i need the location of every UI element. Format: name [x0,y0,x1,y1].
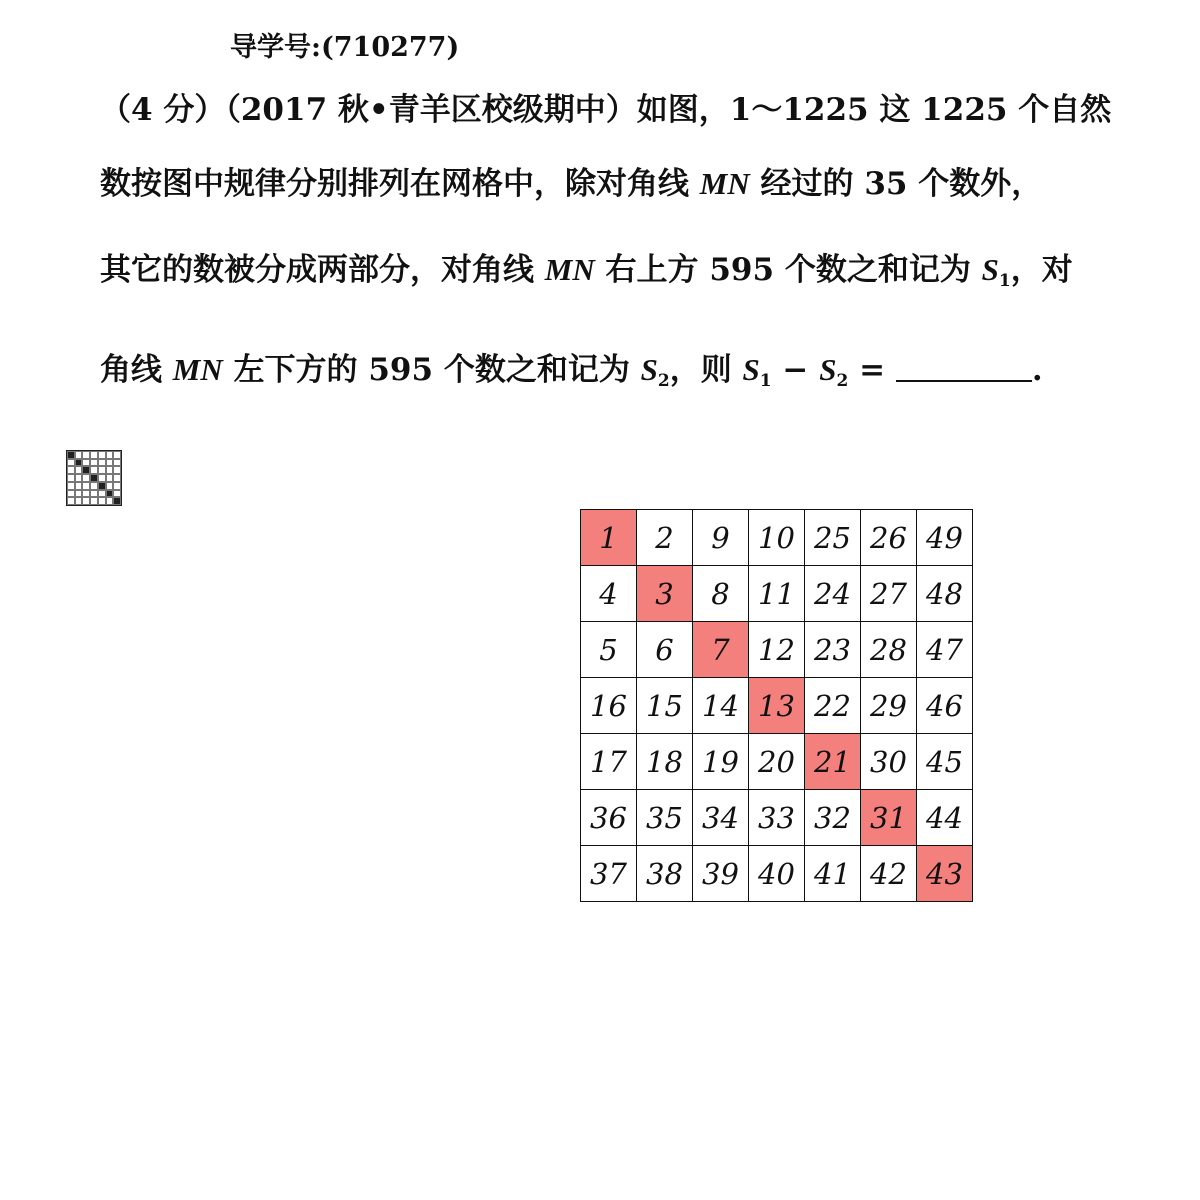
thumbnail-cell [82,451,90,459]
problem-text: 经过的 35 个数外， [749,166,1043,202]
grid-cell: 26 [861,510,917,566]
grid-cell: 35 [637,790,693,846]
problem-line-2 [100,162,1042,206]
grid-cell: 28 [861,622,917,678]
s2-subscript: 2 [657,371,670,391]
s1-symbol: S [742,352,760,387]
grid-cell: 25 [805,510,861,566]
grid-cell: 24 [805,566,861,622]
grid-cell: 27 [861,566,917,622]
grid-cell-diagonal: 3 [637,566,693,622]
grid-cell: 23 [805,622,861,678]
problem-text: . [1031,352,1043,388]
thumbnail-cell [67,490,75,498]
thumbnail-cell [106,490,114,498]
thumbnail-cell [90,459,98,467]
thumbnail-cell [113,451,121,459]
answer-blank[interactable] [896,352,1032,382]
grid-cell-diagonal: 21 [805,734,861,790]
s1-subscript: 1 [759,371,772,391]
diagonal-mn: MN [544,252,595,287]
grid-cell: 17 [581,734,637,790]
diagonal-mn: MN [172,352,223,387]
grid-cell: 44 [917,790,973,846]
s1-subscript: 1 [998,271,1011,291]
grid-cell: 2 [637,510,693,566]
thumbnail-cell [82,482,90,490]
thumbnail-cell [75,474,83,482]
thumbnail-cell [75,490,83,498]
grid-cell: 33 [749,790,805,846]
thumbnail-cell [113,482,121,490]
grid-row [581,790,973,846]
problem-line-4 [100,348,1043,403]
grid-cell: 37 [581,846,637,902]
grid-row [581,846,973,902]
grid-cell: 14 [693,678,749,734]
s2-symbol: S [640,352,658,387]
grid-cell: 34 [693,790,749,846]
grid-cell: 16 [581,678,637,734]
problem-text: ，则 [669,352,743,388]
thumbnail-cell [106,474,114,482]
thumbnail-cell [106,459,114,467]
thumbnail-cell [98,490,106,498]
grid-cell: 11 [749,566,805,622]
grid-cell-diagonal: 31 [861,790,917,846]
thumbnail-cell [90,482,98,490]
grid-cell-diagonal: 1 [581,510,637,566]
thumbnail-cell [82,497,90,505]
grid-cell: 30 [861,734,917,790]
thumbnail-cell [67,459,75,467]
grid-cell: 41 [805,846,861,902]
thumbnail-cell [67,474,75,482]
problem-text: 其它的数被分成两部分，对角线 [100,252,545,288]
grid-cell: 8 [693,566,749,622]
grid-cell: 42 [861,846,917,902]
grid-cell: 9 [693,510,749,566]
grid-cell: 15 [637,678,693,734]
grid-cell: 5 [581,622,637,678]
grid-cell-diagonal: 43 [917,846,973,902]
grid-cell: 18 [637,734,693,790]
thumbnail-cell [98,497,106,505]
figure-thumbnail [66,450,122,506]
thumbnail-cell [113,459,121,467]
grid-cell-diagonal: 7 [693,622,749,678]
grid-cell: 4 [581,566,637,622]
thumbnail-cell [113,466,121,474]
grid-cell: 39 [693,846,749,902]
thumbnail-cell [67,466,75,474]
thumbnail-cell [90,451,98,459]
equals-sign: = [848,352,896,388]
grid-cell: 32 [805,790,861,846]
grid-cell: 48 [917,566,973,622]
problem-text: 数按图中规律分别排列在网格中，除对角线 [100,166,700,202]
thumbnail-cell [75,451,83,459]
problem-line-1 [100,88,1111,132]
thumbnail-cell [113,474,121,482]
problem-line-3 [100,248,1073,303]
problem-text: 角线 [100,352,173,388]
grid-row [581,622,973,678]
thumbnail-cell [113,497,121,505]
thumbnail-cell [98,466,106,474]
grid-cell: 40 [749,846,805,902]
thumbnail-cell [106,466,114,474]
grid-cell: 45 [917,734,973,790]
thumbnail-cell [98,451,106,459]
thumbnail-cell [82,459,90,467]
grid-cell: 19 [693,734,749,790]
thumbnail-cell [98,482,106,490]
grid-row [581,678,973,734]
thumbnail-cell [75,482,83,490]
grid-cell: 49 [917,510,973,566]
number-grid [580,509,973,902]
minus-sign: − [771,352,820,388]
grid-cell: 47 [917,622,973,678]
grid-cell: 36 [581,790,637,846]
thumbnail-cell [82,474,90,482]
thumbnail-cell [67,451,75,459]
guide-number: 导学号:(710277) [230,32,460,63]
thumbnail-cell [75,459,83,467]
thumbnail-cell [90,497,98,505]
thumbnail-cell [98,459,106,467]
thumbnail-cell [82,466,90,474]
grid-cell: 38 [637,846,693,902]
thumbnail-cell [90,466,98,474]
grid-cell: 6 [637,622,693,678]
problem-text: （4 分）（2017 秋•青羊区校级期中）如图，1～1225 这 1225 个自然 [100,92,1112,128]
s2-subscript: 2 [836,371,849,391]
grid-cell: 22 [805,678,861,734]
thumbnail-cell [75,497,83,505]
thumbnail-cell [106,451,114,459]
grid-row [581,566,973,622]
thumbnail-cell [82,490,90,498]
thumbnail-cell [113,490,121,498]
grid-cell: 46 [917,678,973,734]
thumbnail-cell [67,497,75,505]
diagonal-mn: MN [699,166,750,201]
grid-cell-diagonal: 13 [749,678,805,734]
grid-row [581,510,973,566]
problem-text: 左下方的 595 个数之和记为 [222,352,641,388]
grid-cell: 12 [749,622,805,678]
grid-cell: 20 [749,734,805,790]
problem-text: 右上方 595 个数之和记为 [594,252,982,288]
grid-cell: 29 [861,678,917,734]
s1-symbol: S [981,252,999,287]
thumbnail-cell [98,474,106,482]
s2-symbol: S [819,352,837,387]
thumbnail-cell [75,466,83,474]
thumbnail-cell [106,497,114,505]
grid-cell: 10 [749,510,805,566]
thumbnail-cell [90,490,98,498]
thumbnail-cell [67,482,75,490]
grid-row [581,734,973,790]
thumbnail-cell [106,482,114,490]
problem-text: ，对 [1010,252,1073,288]
thumbnail-cell [90,474,98,482]
